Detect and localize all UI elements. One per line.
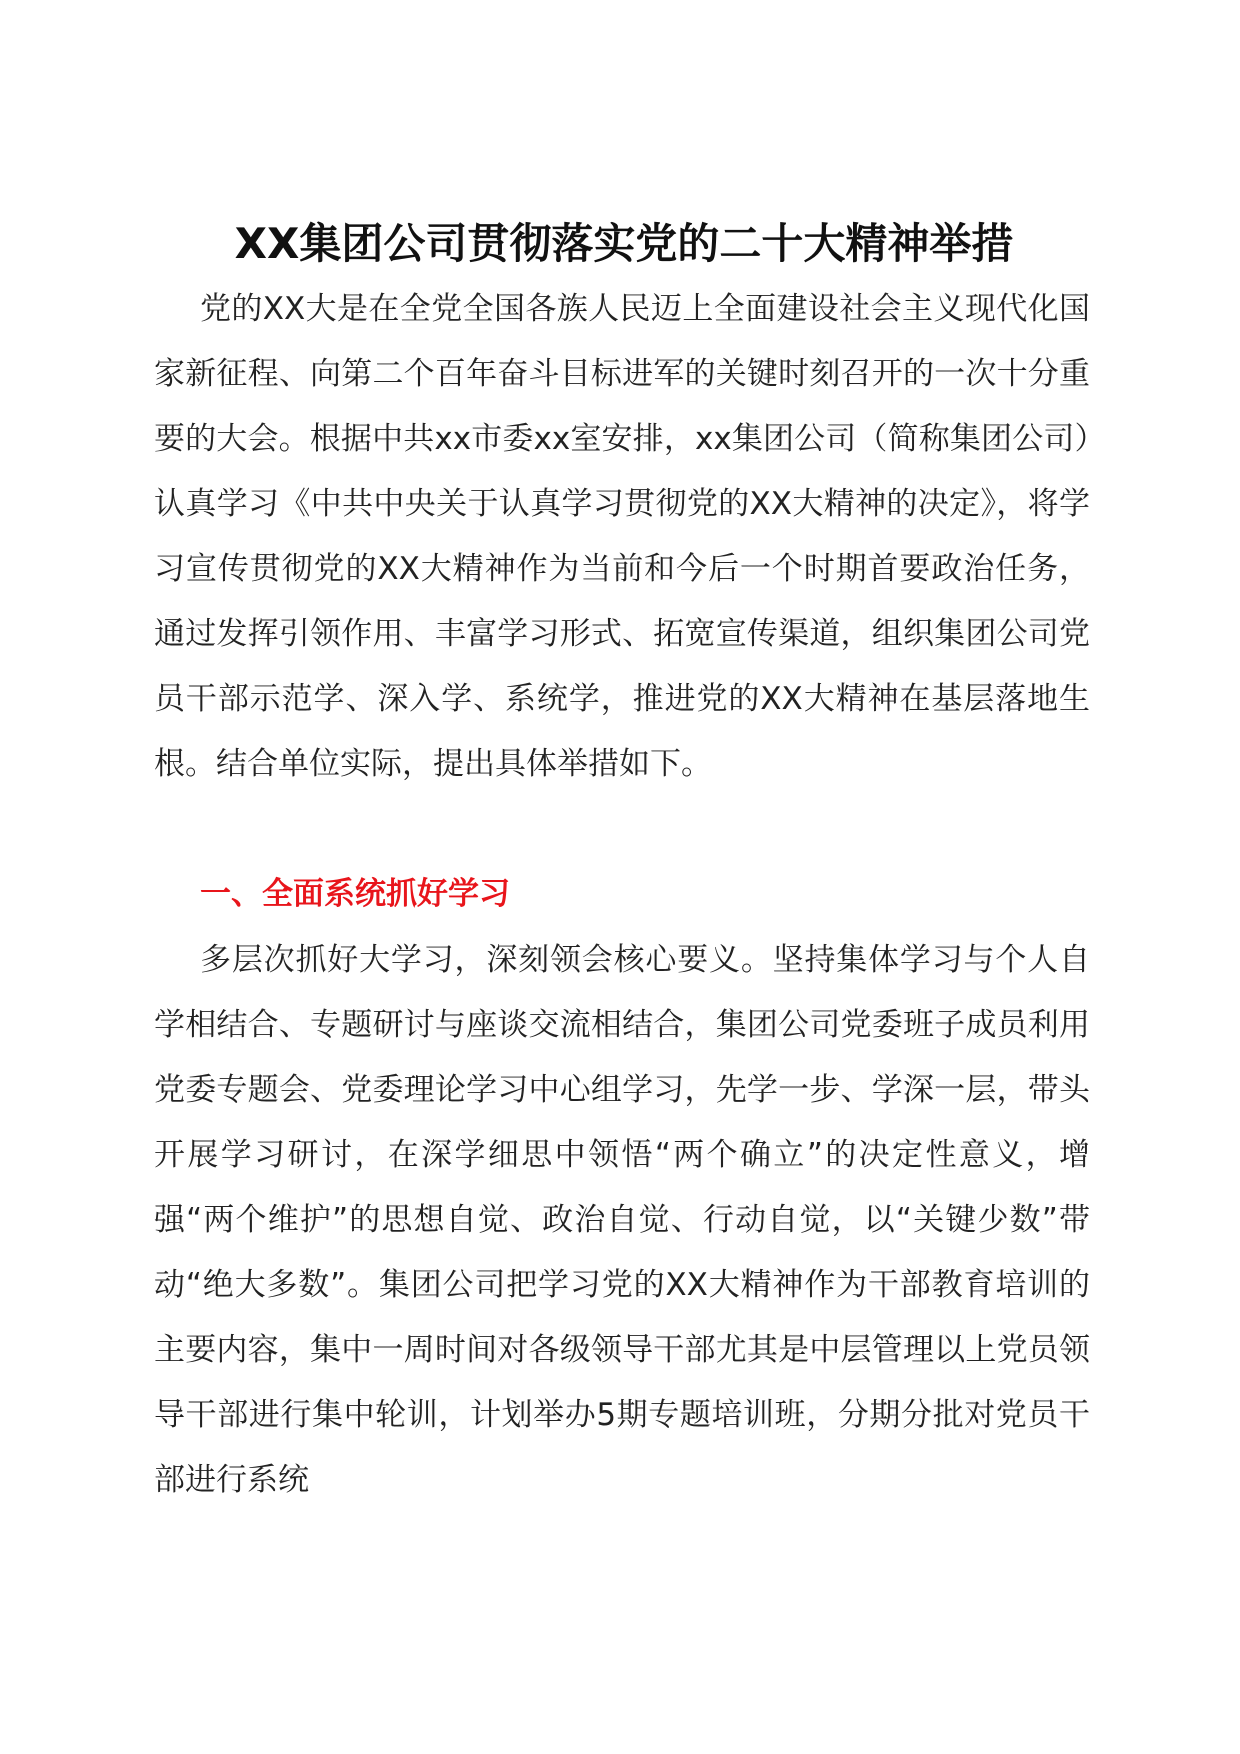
intro-paragraph: 党的XX大是在全党全国各族人民迈上全面建设社会主义现代化国家新征程、向第二个百年奋斗目标进军的关键时刻召开的一次十分重要的大会。根据中共xx市委xx室安排，xx集团公司（简称集团公司）认真学习《中共中央关于认真学习贯彻党的XX大精神的决定》，将学习宣传贯彻党的XX大精神作为当前和今后一个时期首要政治任务，通过发挥引领作用、丰富学习形式、拓宽宣传渠道，组织集团公司党员干部示范学、深入学、系统学，推进党的XX大精神在基层落地生根。结合单位实际，提出具体举措如下。: [154, 291, 1090, 782]
section-heading: 一、全面系统抓好学习: [200, 876, 510, 912]
section-paragraph: 多层次抓好大学习，深刻领会核心要义。坚持集体学习与个人自学相结合、专题研讨与座谈交流相结合，集团公司党委班子成员利用党委专题会、党委理论学习中心组学习，先学一步、学深一层，带头开展学习研讨，在深学细思中领悟“两个确立”的决定性意义，增强“两个维护”的思想自觉、政治自觉、行动自觉，以“关键少数”带动“绝大多数”。集团公司把学习党的XX大精神作为干部教育培训的主要内容，集中一周时间对各级领导干部尤其是中层管理以上党员领导干部进行集中轮训，计划举办5期专题培训班，分期分批对党员干部进行系统: [154, 942, 1090, 1498]
document-title: XX集团公司贯彻落实党的二十大精神举措: [234, 219, 1014, 268]
